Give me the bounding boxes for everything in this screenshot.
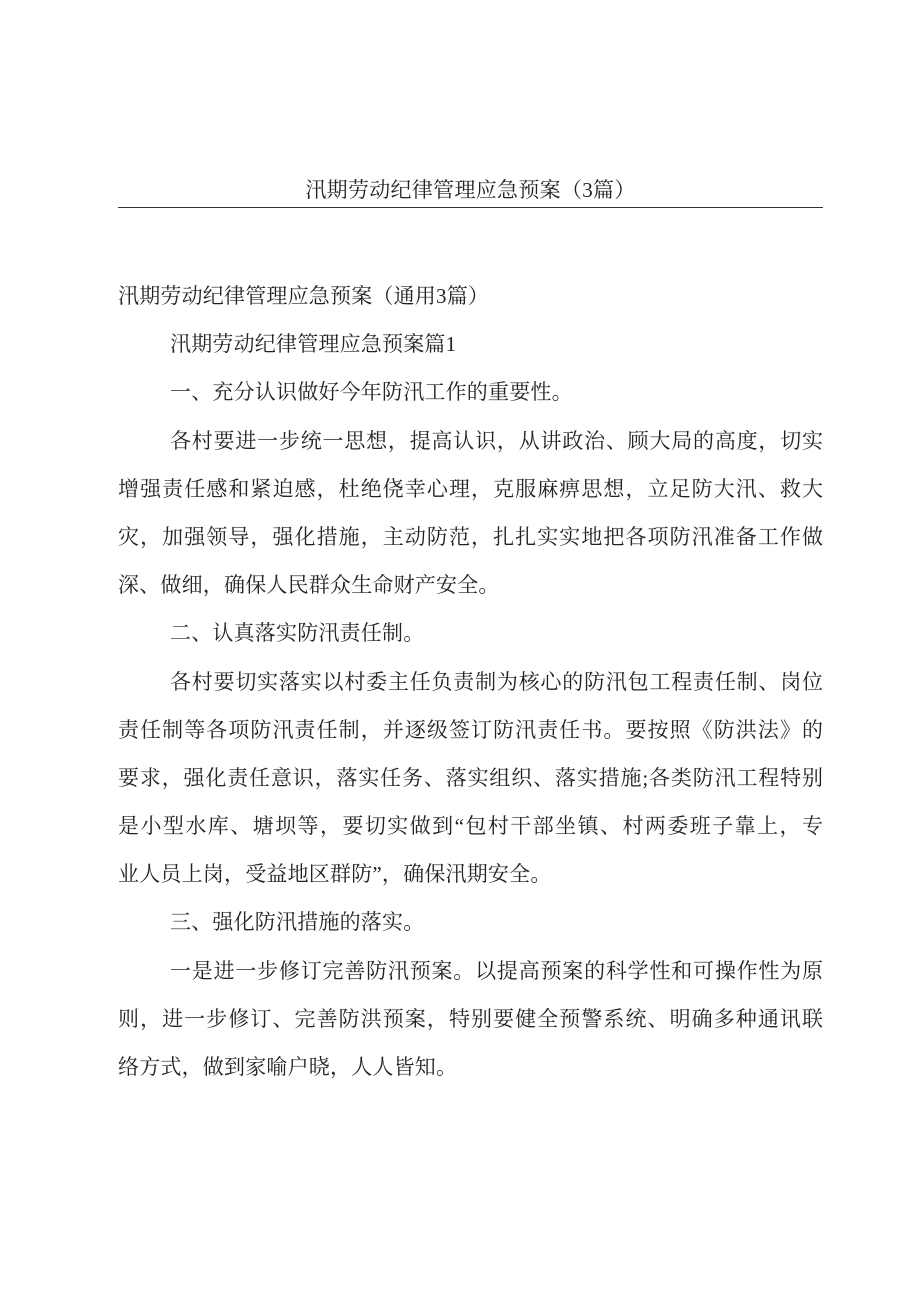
section-title: 汛期劳动纪律管理应急预案篇1: [170, 332, 457, 357]
header-rule: [118, 207, 823, 208]
paragraph-line: 灾，加强领导，强化措施，主动防范，扎扎实实地把各项防汛准备工作做: [118, 524, 823, 549]
section-heading-2: 二、认真落实防汛责任制。: [170, 621, 425, 646]
paragraph-line: 络方式，做到家喻户晓，人人皆知。: [118, 1055, 458, 1079]
paragraph-line: 则，进一步修订、完善防洪预案，特别要健全预警系统、明确多种通讯联: [118, 1006, 823, 1031]
section-heading-1: 一、充分认识做好今年防汛工作的重要性。: [170, 380, 573, 405]
paragraph-line: 深、做细，确保人民群众生命财产安全。: [118, 573, 500, 598]
paragraph-line: 增强责任感和紧迫感，杜绝侥幸心理，克服麻痹思想，立足防大汛、救大: [118, 476, 823, 501]
paragraph-line: 业人员上岗，受益地区群防”，确保汛期安全。: [118, 862, 552, 887]
section-heading-3: 三、强化防汛措施的落实。: [170, 910, 425, 935]
paragraph-line: 要求，强化责任意识，落实任务、落实组织、落实措施;各类防汛工程特别: [118, 765, 823, 790]
document-body: [118, 272, 823, 1091]
paragraph-line: 是小型水库、塘坝等，要切实做到“包村干部坐镇、村两委班子靠上，专: [118, 814, 823, 839]
page-header-title: 汛期劳动纪律管理应急预案（3篇）: [305, 178, 636, 202]
paragraph-line: 各村要切实落实以村委主任负责制为核心的防汛包工程责任制、岗位: [170, 669, 823, 694]
paragraph-line: 各村要进一步统一思想，提高认识，从讲政治、顾大局的高度，切实: [170, 428, 823, 453]
paragraph-line: 责任制等各项防汛责任制，并逐级签订防汛责任书。要按照《防洪法》的: [118, 717, 823, 742]
document-heading: 汛期劳动纪律管理应急预案（通用3篇）: [118, 284, 490, 308]
paragraph-line: 一是进一步修订完善防汛预案。以提高预案的科学性和可操作性为原: [170, 958, 823, 983]
